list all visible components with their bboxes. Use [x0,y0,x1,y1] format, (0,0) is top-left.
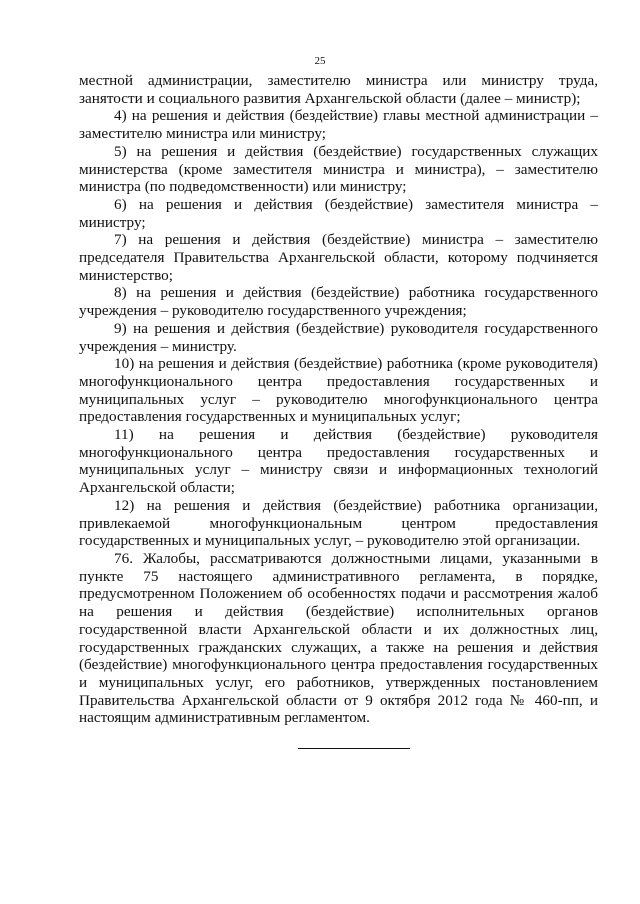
page-number: 25 [314,55,326,67]
paragraph-item-7: 7) на решения и действия (бездействие) министра – заместителю председателя Правительства Архангельской области, которому подчиняется министерство; [79,231,598,284]
paragraph-item-10: 10) на решения и действия (бездействие) работника (кроме руководителя) многофункционального центра предоставления государственных и муниципальных услуг – руководителю многофункционального центра предоставления государственных и муниципальных услуг; [79,355,598,426]
paragraph-item-12: 12) на решения и действия (бездействие) работника организации, привлекаемой многофункциональным центром предоставления государственных и муниципальных услуг, – руководителю этой организации. [79,496,598,550]
paragraph-continuation: местной администрации, заместителю министра или министру труда, занятости и социального развития Архангельской области (далее – министр); [79,72,598,107]
paragraph-item-9: 9) на решения и действия (бездействие) руководителя государственного учреждения – министру. [79,319,598,355]
paragraph-item-5: 5) на решения и действия (бездействие) государственных служащих министерства (кроме заместителя министра и министра), – заместителю министра (по подведомственности) или министру; [79,142,598,196]
document-body [79,72,598,727]
paragraph-clause-76: 76. Жалобы, рассматриваются должностными лицами, указанными в пункте 75 настоящего административного регламента, в порядке, предусмотренном Положением об особенностях подачи и рассмотрения жалоб на решения и действия (бездействие) исполнительных органов государственной власти Архангельской области и их должностных лиц, государственных гражданских служащих, а также на решения и действия (бездействие) многофункционального центра предоставления государственных и муниципальных услуг, его работников, утвержденных постановлением Правительства Архангельской области от 9 октября 2012 года № 460-пп, и настоящим административным регламентом. [79,549,598,727]
paragraph-item-4: 4) на решения и действия (бездействие) главы местной администрации – заместителю министра или министру; [79,107,598,143]
paragraph-item-6: 6) на решения и действия (бездействие) заместителя министра – министру; [79,195,598,231]
end-of-text-rule [298,748,410,749]
paragraph-item-11: 11) на решения и действия (бездействие) руководителя многофункционального центра предоставления государственных и муниципальных услуг – министру связи и информационных технологий Архангельской области; [79,426,598,497]
paragraph-item-8: 8) на решения и действия (бездействие) работника государственного учреждения – руководителю государственного учреждения; [79,284,598,320]
